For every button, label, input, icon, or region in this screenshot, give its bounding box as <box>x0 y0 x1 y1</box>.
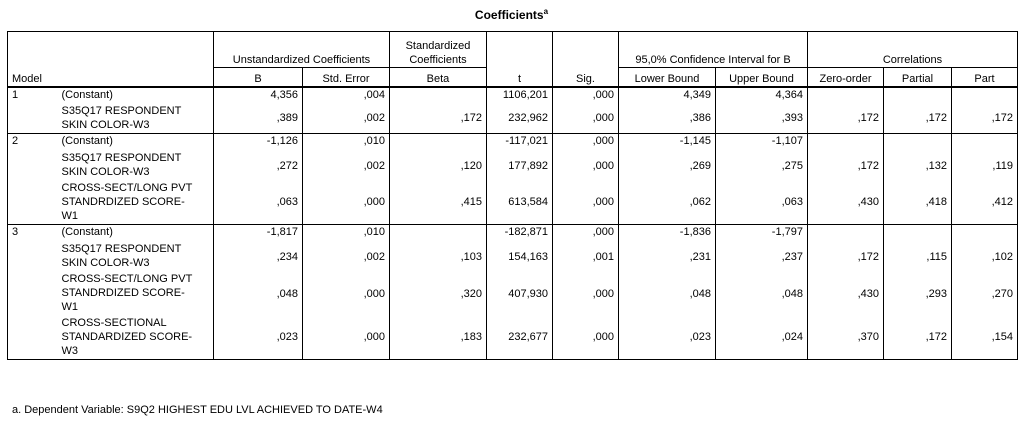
header-beta: Beta <box>390 68 487 87</box>
beta-value: ,320 <box>390 272 487 316</box>
sig-value: ,000 <box>553 87 619 104</box>
t-value: -182,871 <box>487 225 553 242</box>
header-lower-bound: Lower Bound <box>619 68 716 87</box>
predictor-label-line: W1 <box>61 209 78 222</box>
table-row <box>8 242 1018 272</box>
b-value: ,389 <box>214 104 303 134</box>
predictor-label-line: SKIN COLOR-W3 <box>61 256 150 269</box>
part-value <box>952 134 1018 151</box>
predictor-label-line: STANDRDIZED SCORE- <box>61 195 185 208</box>
title-text: Coefficients <box>474 8 544 22</box>
part-value: ,102 <box>952 242 1018 272</box>
partial-value: ,418 <box>884 181 952 225</box>
std-error-value: ,002 <box>303 151 390 181</box>
predictor-label-line: S35Q17 RESPONDENT <box>61 151 182 164</box>
footnote: a. Dependent Variable: S9Q2 HIGHEST EDU LVL ACHIEVED TO DATE-W4 <box>12 404 383 416</box>
sig-value: ,000 <box>553 272 619 316</box>
predictor-label-line: (Constant) <box>61 88 113 101</box>
predictor-label <box>58 181 214 225</box>
std-error-value: ,000 <box>303 181 390 225</box>
zero-order-value: ,430 <box>808 181 884 225</box>
upper-bound-value: ,393 <box>716 104 808 134</box>
header-model: Model <box>8 32 214 87</box>
predictor-label <box>58 242 214 272</box>
coefficients-table <box>7 31 1018 360</box>
predictor-label-line: W3 <box>61 344 78 357</box>
beta-value <box>390 134 487 151</box>
upper-bound-value: ,024 <box>716 316 808 360</box>
beta-value: ,183 <box>390 316 487 360</box>
lower-bound-value: ,062 <box>619 181 716 225</box>
header-zero-order: Zero-order <box>808 68 884 87</box>
predictor-label <box>58 134 214 151</box>
header-t: t <box>487 32 553 87</box>
partial-value: ,172 <box>884 104 952 134</box>
sig-value: ,000 <box>553 181 619 225</box>
b-value: ,048 <box>214 272 303 316</box>
upper-bound-value: ,237 <box>716 242 808 272</box>
lower-bound-value: 4,349 <box>619 87 716 104</box>
std-error-value: ,010 <box>303 225 390 242</box>
upper-bound-value: ,048 <box>716 272 808 316</box>
upper-bound-value: 4,364 <box>716 87 808 104</box>
header-standardized-line2: Coefficients <box>409 54 467 66</box>
b-value: ,063 <box>214 181 303 225</box>
part-value: ,270 <box>952 272 1018 316</box>
sig-value: ,000 <box>553 151 619 181</box>
header-part: Part <box>952 68 1018 87</box>
t-value: 232,677 <box>487 316 553 360</box>
zero-order-value <box>808 87 884 104</box>
predictor-label-line: W1 <box>61 300 78 313</box>
predictor-label-line: S35Q17 RESPONDENT <box>61 242 182 255</box>
table-row <box>8 272 1018 316</box>
header-confidence-interval: 95,0% Confidence Interval for B <box>619 32 808 68</box>
part-value: ,172 <box>952 104 1018 134</box>
beta-value: ,172 <box>390 104 487 134</box>
model-number: 3 <box>8 225 58 360</box>
table-body <box>8 87 1018 360</box>
t-value: 613,584 <box>487 181 553 225</box>
model-number: 1 <box>8 87 58 134</box>
predictor-label-line: CROSS-SECT/LONG PVT <box>61 181 193 194</box>
lower-bound-value: ,023 <box>619 316 716 360</box>
part-value: ,119 <box>952 151 1018 181</box>
predictor-label <box>58 151 214 181</box>
zero-order-value: ,172 <box>808 242 884 272</box>
std-error-value: ,000 <box>303 316 390 360</box>
zero-order-value <box>808 225 884 242</box>
beta-value: ,103 <box>390 242 487 272</box>
b-value: -1,126 <box>214 134 303 151</box>
partial-value <box>884 87 952 104</box>
upper-bound-value: ,275 <box>716 151 808 181</box>
part-value <box>952 87 1018 104</box>
t-value: 154,163 <box>487 242 553 272</box>
title-superscript: a <box>543 7 549 16</box>
partial-value: ,132 <box>884 151 952 181</box>
lower-bound-value: -1,145 <box>619 134 716 151</box>
t-value: 407,930 <box>487 272 553 316</box>
std-error-value: ,002 <box>303 104 390 134</box>
predictor-label <box>58 272 214 316</box>
lower-bound-value: ,231 <box>619 242 716 272</box>
table-row <box>8 316 1018 360</box>
predictor-label-line: CROSS-SECT/LONG PVT <box>61 272 193 285</box>
zero-order-value <box>808 134 884 151</box>
std-error-value: ,000 <box>303 272 390 316</box>
predictor-label-line: CROSS-SECTIONAL <box>61 316 167 329</box>
table-row <box>8 225 1018 242</box>
table-row <box>8 181 1018 225</box>
beta-value: ,415 <box>390 181 487 225</box>
zero-order-value: ,430 <box>808 272 884 316</box>
part-value: ,412 <box>952 181 1018 225</box>
sig-value: ,000 <box>553 225 619 242</box>
predictor-label-line: (Constant) <box>61 135 113 147</box>
std-error-value: ,002 <box>303 242 390 272</box>
partial-value <box>884 225 952 242</box>
predictor-label <box>58 225 214 242</box>
t-value: 232,962 <box>487 104 553 134</box>
header-unstandardized: Unstandardized Coefficients <box>214 32 390 68</box>
model-number: 2 <box>8 134 58 225</box>
std-error-value: ,004 <box>303 87 390 104</box>
b-value: ,234 <box>214 242 303 272</box>
zero-order-value: ,172 <box>808 151 884 181</box>
table-row <box>8 87 1018 104</box>
predictor-label-line: SKIN COLOR-W3 <box>61 165 150 178</box>
sig-value: ,001 <box>553 242 619 272</box>
table-row <box>8 104 1018 134</box>
beta-value <box>390 225 487 242</box>
predictor-label <box>58 104 214 134</box>
sig-value: ,000 <box>553 134 619 151</box>
predictor-label-line: S35Q17 RESPONDENT <box>61 104 182 117</box>
part-value <box>952 225 1018 242</box>
predictor-label-line: (Constant) <box>61 226 113 238</box>
lower-bound-value: ,048 <box>619 272 716 316</box>
header-b: B <box>214 68 303 87</box>
b-value: ,023 <box>214 316 303 360</box>
lower-bound-value: -1,836 <box>619 225 716 242</box>
partial-value: ,115 <box>884 242 952 272</box>
beta-value <box>390 87 487 104</box>
beta-value: ,120 <box>390 151 487 181</box>
sig-value: ,000 <box>553 104 619 134</box>
predictor-label <box>58 316 214 360</box>
header-standardized-line1: Standardized <box>405 40 471 52</box>
partial-value: ,293 <box>884 272 952 316</box>
b-value: 4,356 <box>214 87 303 104</box>
lower-bound-value: ,269 <box>619 151 716 181</box>
table-title <box>0 7 1023 22</box>
std-error-value: ,010 <box>303 134 390 151</box>
partial-value: ,172 <box>884 316 952 360</box>
upper-bound-value: -1,797 <box>716 225 808 242</box>
table-row <box>8 134 1018 151</box>
b-value: ,272 <box>214 151 303 181</box>
sig-value: ,000 <box>553 316 619 360</box>
t-value: 177,892 <box>487 151 553 181</box>
zero-order-value: ,172 <box>808 104 884 134</box>
predictor-label-line: STANDRDIZED SCORE- <box>61 286 185 299</box>
table-row <box>8 151 1018 181</box>
predictor-label-line: SKIN COLOR-W3 <box>61 118 150 131</box>
header-correlations: Correlations <box>808 32 1018 68</box>
part-value: ,154 <box>952 316 1018 360</box>
header-standardized <box>390 32 487 68</box>
t-value: -117,021 <box>487 134 553 151</box>
b-value: -1,817 <box>214 225 303 242</box>
zero-order-value: ,370 <box>808 316 884 360</box>
upper-bound-value: ,063 <box>716 181 808 225</box>
upper-bound-value: -1,107 <box>716 134 808 151</box>
lower-bound-value: ,386 <box>619 104 716 134</box>
header-std-error: Std. Error <box>303 68 390 87</box>
partial-value <box>884 134 952 151</box>
header-upper-bound: Upper Bound <box>716 68 808 87</box>
predictor-label-line: STANDARDIZED SCORE- <box>61 330 193 343</box>
predictor-label <box>58 87 214 104</box>
t-value: 1106,201 <box>487 87 553 104</box>
header-sig: Sig. <box>553 32 619 87</box>
header-partial: Partial <box>884 68 952 87</box>
